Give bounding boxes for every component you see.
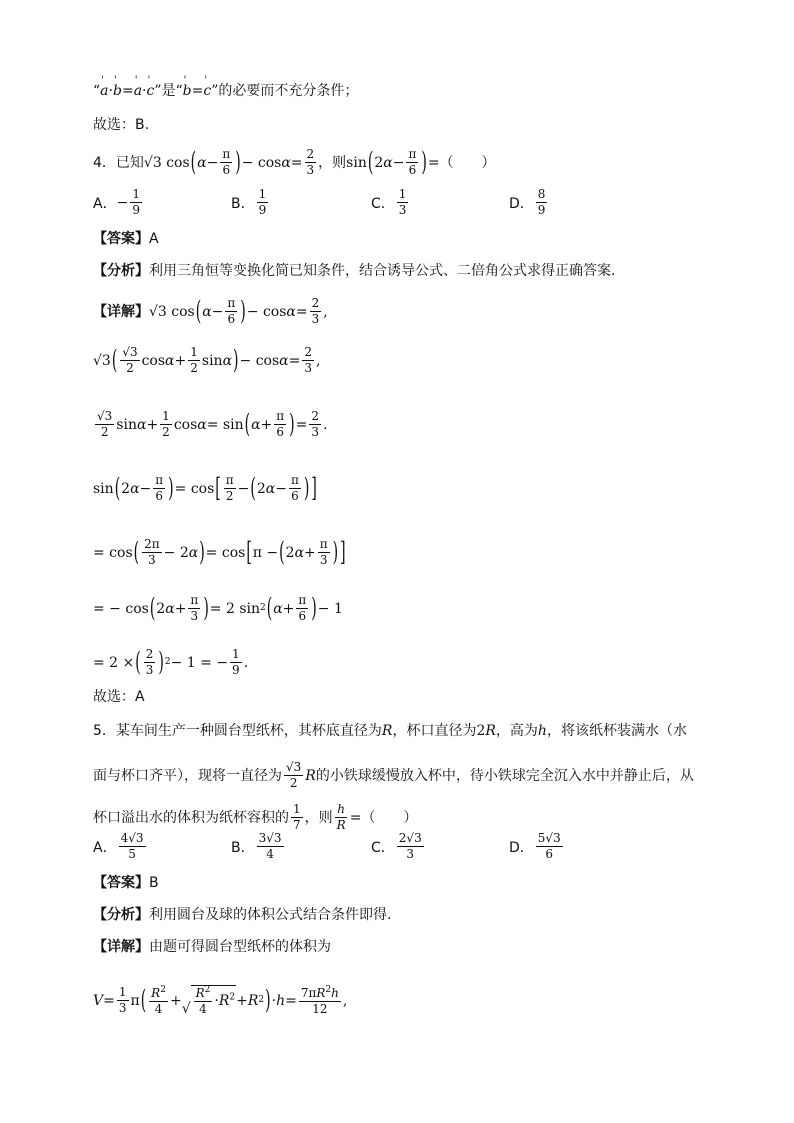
q4-option-d: D． $\frac{8}{9}$ (509, 187, 546, 218)
q5-option-d: D． $\frac{5√3}{6}$ (509, 831, 561, 862)
q5-option-b: B． $\frac{3√3}{4}$ (231, 831, 282, 862)
q4-detail-step6: = − cos ( 2 α + $\frac{\pi}{3}$ ) = 2 sin 2 ( α + $\frac{\pi}{6}$ ) − 1 (93, 593, 343, 624)
q5-option-a: A． $\frac{4√3}{5}$ (93, 831, 144, 862)
question-5-line1: 5．某车间生产一种圆台型纸杯，其杯底直径为 R ，杯口直径为 2 R ，高为 h ，将该纸杯装满水（水 (93, 723, 687, 739)
q4-choose: 故选：A (93, 689, 145, 705)
q4-answer: 【答案】 A (93, 231, 159, 247)
answer-label: 【答案】 (93, 231, 149, 247)
q5-detail: 【详解】 由题可得圆台型纸杯的体积为 (93, 939, 331, 955)
q5-analysis: 【分析】 利用圆台及球的体积公式结合条件即得. (93, 907, 392, 923)
analysis-label: 【分析】 (93, 263, 149, 279)
question-4: 4．已知 √3 cos ( α − $\frac{\pi}{6}$ ) − cos α = $\frac{2}{3}$ ，则 sin ( 2 α − $\frac{\pi}{6}$ ) =（ ） (93, 147, 496, 178)
q4-analysis: 【分析】 利用三角恒等变换化简已知条件，结合诱导公式、二倍角公式求得正确答案. (93, 263, 616, 279)
q5-option-c: C． $\frac{2√3}{3}$ (371, 831, 422, 862)
text-condition-mid: ”是“ (154, 83, 183, 99)
q4-option-a: A． − $\frac{1}{9}$ (93, 187, 140, 218)
question-5-line3: 杯口溢出水的体积为纸杯容积的 $\frac{1}{7}$ ，则 $\frac{h}{R}$ =（ ） (93, 802, 418, 833)
q4-mid: ，则 (318, 154, 347, 171)
q4-prefix: 4．已知 (93, 154, 144, 171)
q4-option-c: C． $\frac{1}{3}$ (371, 187, 407, 218)
text-condition-end: ”的必要而不充分条件； (211, 83, 359, 99)
line-vector-condition: “ ' a · ' b = ' a · ' c ”是“ ' b = ' c ”的必要而不充分条件； (93, 84, 358, 98)
q4-detail-step7: = 2 × ( $\frac{2}{3}$ ) 2 − 1 = − $\frac{1}{9}$ . (93, 647, 249, 678)
detail-label: 【详解】 (93, 303, 149, 320)
q4-detail-step3: $\frac{√3}{2}$ sin α + $\frac{1}{2}$ cos α = sin ( α + $\frac{\pi}{6}$ ) = $\frac{2}{3}$ . (97, 409, 328, 440)
q4-detail-step4: sin ( 2 α − $\frac{\pi}{6}$ ) = cos [ $\frac{\pi}{2}$ − ( 2 α − $\frac{\pi}{6}$ ) ] (93, 473, 317, 504)
q5-answer: 【答案】 B (93, 875, 159, 891)
q4-detail-step1: 【详解】 √3 cos ( α − $\frac{\pi}{6}$ ) − cos α = $\frac{2}{3}$ , (93, 296, 328, 327)
q4-end: =（ ） (427, 154, 496, 171)
line-choose-b: 故选：B. (93, 117, 150, 133)
q5-volume-formula: V = $\frac{1}{3}$ π ( $\frac{R^2}{4}$ + √ $\frac{R^2}{4}$ $\cdot R^2$ + R 2 ) · h = $\frac{7\pi R^2h}{12}$ , (93, 984, 348, 1018)
q4-option-b: B． $\frac{1}{9}$ (231, 187, 267, 218)
q4-detail-step5: = cos ( $\frac{2\pi}{3}$ − 2 α ) = cos [ π − ( 2 α + $\frac{\pi}{3}$ ) ] (93, 537, 346, 568)
question-5-line2: 面与杯口齐平），现将一直径为 $\frac{√3}{2}$ R 的小铁球缓慢放入杯中，待小铁球完全沉入水中并静止后，从 (93, 760, 694, 791)
q4-detail-step2: √3 ( $\frac{√3}{2}$ cos α + $\frac{1}{2}$ sin α ) − cos α = $\frac{2}{3}$ , (93, 345, 321, 376)
